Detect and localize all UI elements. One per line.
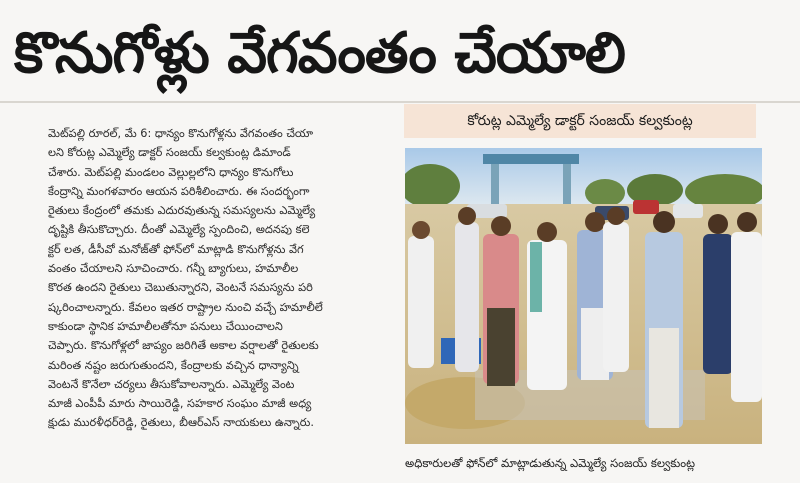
article-line: కాకుండా స్థానిక హమాలీలతోనూ పనులు చేయించాలని <box>48 319 283 333</box>
headline: కొనుగోళ్లు వేగవంతం చేయాలి <box>14 21 625 86</box>
photo-illustration <box>405 148 762 444</box>
article-line: దృష్టికి తీసుకొచ్చారు. దీంతో ఎమ్మెల్యే స్పందించి, అదనపు కలె <box>48 223 310 237</box>
article-line: కేంద్రాన్ని మంగళవారం ఆయన పరిశీలించారు. ఈ సందర్భంగా <box>48 184 310 198</box>
article-line: కొరత ఉందని రైతులు చెబుతున్నారని, వెంటనే సమస్యను పరి <box>48 281 313 295</box>
article-line: మెట్‌పల్లి రూరల్, మే 6: ధాన్యం కొనుగోళ్లను వేగవంతం చేయా <box>48 127 314 140</box>
article-line: మాజీ ఎంపీపీ మారు సాయిరెడ్డి, సహకార సంఘం మాజీ అధ్య <box>48 397 312 411</box>
news-photo <box>405 148 762 444</box>
article-line: రైతులు కేంద్రంలో తమకు ఎదురవుతున్న సమస్యలను ఎమ్మెల్యే <box>48 204 316 218</box>
article-line: మరింత నష్టం జరుగుతుందని, కేంద్రాలకు వచ్చిన ధాన్యాన్ని <box>48 358 299 372</box>
article-line: క్టర్ లత, డీసీవో మనోజ్‌తో ఫోన్‌లో మాట్లాడి కొనుగోళ్లను వేగ <box>48 242 304 256</box>
article-line: వంతం చేయాలని సూచించారు. గన్నీ బ్యాగులు, హమాలీల <box>48 262 299 276</box>
article-line: క్షుడు మురళీధర్‌రెడ్డి, రైతులు, బీఆర్ఎస్ నాయకులు ఉన్నారు. <box>48 416 314 430</box>
article-line: చేశారు. మెట్‌పల్లి మండలం వెల్లుల్లలోని ధాన్యం కొనుగోలు <box>48 165 294 179</box>
article-body <box>48 124 398 474</box>
headline-divider <box>0 101 800 103</box>
article-line: ష్కరించాలన్నారు. కేవలం ఇతర రాష్ట్రాల నుంచి వచ్చే హమాలీలే <box>48 300 323 314</box>
article-line: చెప్పారు. కొనుగోళ్లలో జాప్యం జరిగితే అకాల వర్షాలతో రైతులకు <box>48 339 319 353</box>
photo-caption-top: కోరుట్ల ఎమ్మెల్యే డాక్టర్ సంజయ్ కల్వకుంట్ల <box>404 104 756 138</box>
article-line: లని కోరుట్ల ఎమ్మెల్యే డాక్టర్ సంజయ్ కల్వకుంట్ల డిమాండ్ <box>48 146 291 160</box>
photo-caption-bottom: అధికారులతో ఫోన్‌లో మాట్లాడుతున్న ఎమ్మెల్యే సంజయ్ కల్వకుంట్ల <box>405 456 695 470</box>
article-line: వెంటనే కొనేలా చర్యలు తీసుకోవాలన్నారు. ఎమ్మెల్యే వెంట <box>48 377 295 391</box>
